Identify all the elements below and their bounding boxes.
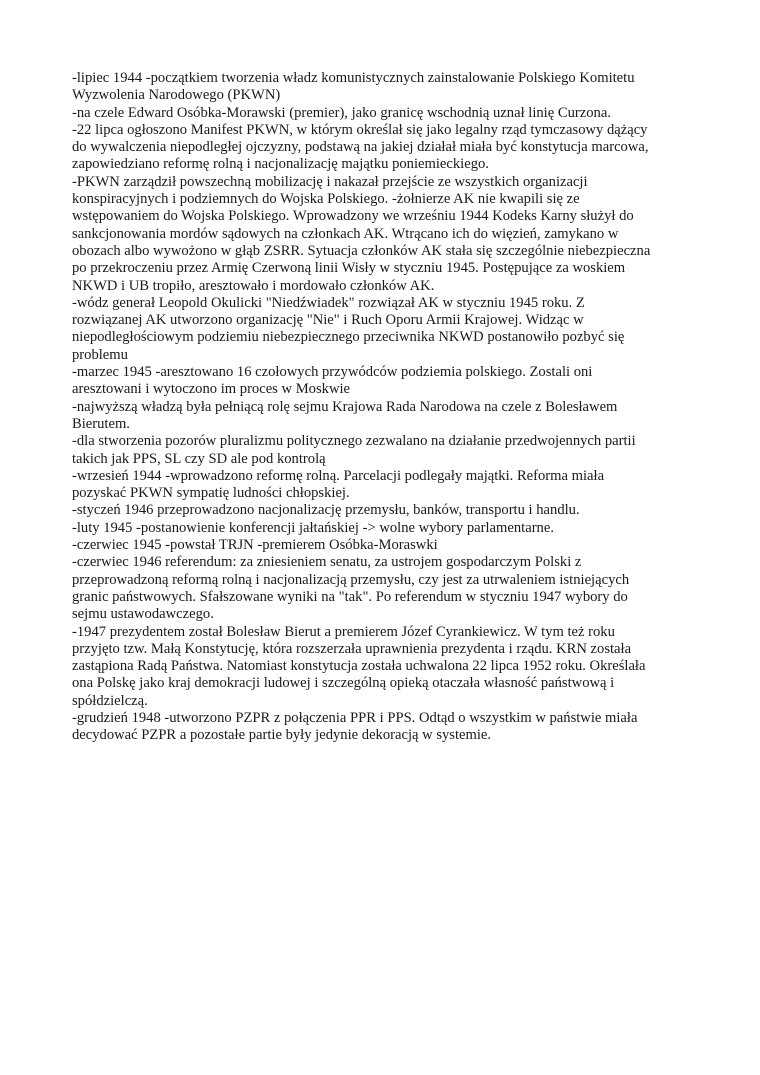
paragraph-10: -styczeń 1946 przeprowadzono nacjonalizację przemysłu, banków, transportu i handlu. — [72, 502, 580, 519]
paragraph-14: -1947 prezydentem został Bolesław Bierut a premierem Józef Cyrankiewicz. W tym też roku przyjęto tzw. Małą Konstytucję, która rozszerzała uprawnienia prezydenta i rządu. KRN została zastąpiona Radą Państwa. Natomiast konstytucja została uchwalona 22 lipca 1952 roku. Określała ona Polskę jako kraj demokracji ludowej i szczególną opieką otaczała własność państwową i spółdzielczą. — [72, 623, 646, 709]
document-body — [72, 70, 692, 745]
paragraph-7: -najwyższą władzą była pełniącą rolę sejmu Krajowa Rada Narodowa na czele z Bolesławem Bierutem. — [72, 398, 618, 432]
paragraph-8: -dla stworzenia pozorów pluralizmu politycznego zezwalano na działanie przedwojennych partii takich jak PPS, SL czy SD ale pod kontrolą — [72, 433, 636, 467]
paragraph-5: -wódz generał Leopold Okulicki "Niedźwiadek" rozwiązał AK w styczniu 1945 roku. Z rozwiązanej AK utworzono organizację "Nie" i Ruch Oporu Armii Krajowej. Widząc w niepodległościowym podziemiu niebezpiecznego przeciwnika NKWD postanowiło pozbyć się problemu — [72, 294, 625, 363]
paragraph-9: -wrzesień 1944 -wprowadzono reformę rolną. Parcelacji podlegały majątki. Reforma miała pozyskać PKWN sympatię ludności chłopskiej. — [72, 467, 605, 502]
paragraph-6: -marzec 1945 -aresztowano 16 czołowych przywódców podziemia polskiego. Zostali oni aresztowani i wytoczono im proces w Moskwie — [72, 364, 593, 398]
paragraph-1: -lipiec 1944 -początkiem tworzenia władz komunistycznych zainstalowanie Polskiego Komitetu Wyzwolenia Narodowego (PKWN) — [72, 70, 635, 104]
paragraph-15: -grudzień 1948 -utworzono PZPR z połączenia PPR i PPS. Odtąd o wszystkim w państwie miała decydować PZPR a pozostałe partie były jedynie dekoracją w systemie. — [72, 709, 638, 744]
paragraph-4: -PKWN zarządził powszechną mobilizację i nakazał przejście ze wszystkich organizacji konspiracyjnych i podziemnych do Wojska Polskiego. -żołnierze AK nie kwapili się ze wstępowaniem do Wojska Polskiego. Wprowadzony we wrześniu 1944 Kodeks Karny służył do sankcjonowania mordów sądowych na członkach AK. Wtrącano ich do więzień, zamykano w obozach albo wywożono w głąb ZSRR. Sytuacja członków AK stała się szczególnie niebezpieczna po przekroczeniu przez Armię Czerwoną linii Wisły w styczniu 1945. Postępujące za woskiem NKWD i UB tropiło, aresztowało i mordowało członków AK. — [72, 173, 651, 294]
paragraph-11: -luty 1945 -postanowienie konferencji jałtańskiej -> wolne wybory parlamentarne. — [72, 519, 554, 536]
paragraph-13: -czerwiec 1946 referendum: za zniesieniem senatu, za ustrojem gospodarczym Polski z przeprowadzoną reformą rolną i nacjonalizacją przemysłu, czy jest za utrwaleniem istniejących granic państwowych. Sfałszowane wyniki na "tak". Po referendum w styczniu 1947 wybory do sejmu ustawodawczego. — [72, 554, 630, 623]
paragraph-12: -czerwiec 1945 -powstał TRJN -premierem Osóbka-Moraswki — [72, 537, 438, 554]
paragraph-3: -22 lipca ogłoszono Manifest PKWN, w którym określał się jako legalny rząd tymczasowy dążący do wywalczenia niepodległej ojczyzny, podstawą na jakiej działał miała być konstytucja marcowa, zapowiedziano reformę rolną i nacjonalizację majątku poniemieckiego. — [72, 121, 649, 173]
paragraph-2: -na czele Edward Osóbka-Morawski (premier), jako granicę wschodnią uznał linię Curzona. — [72, 104, 611, 121]
